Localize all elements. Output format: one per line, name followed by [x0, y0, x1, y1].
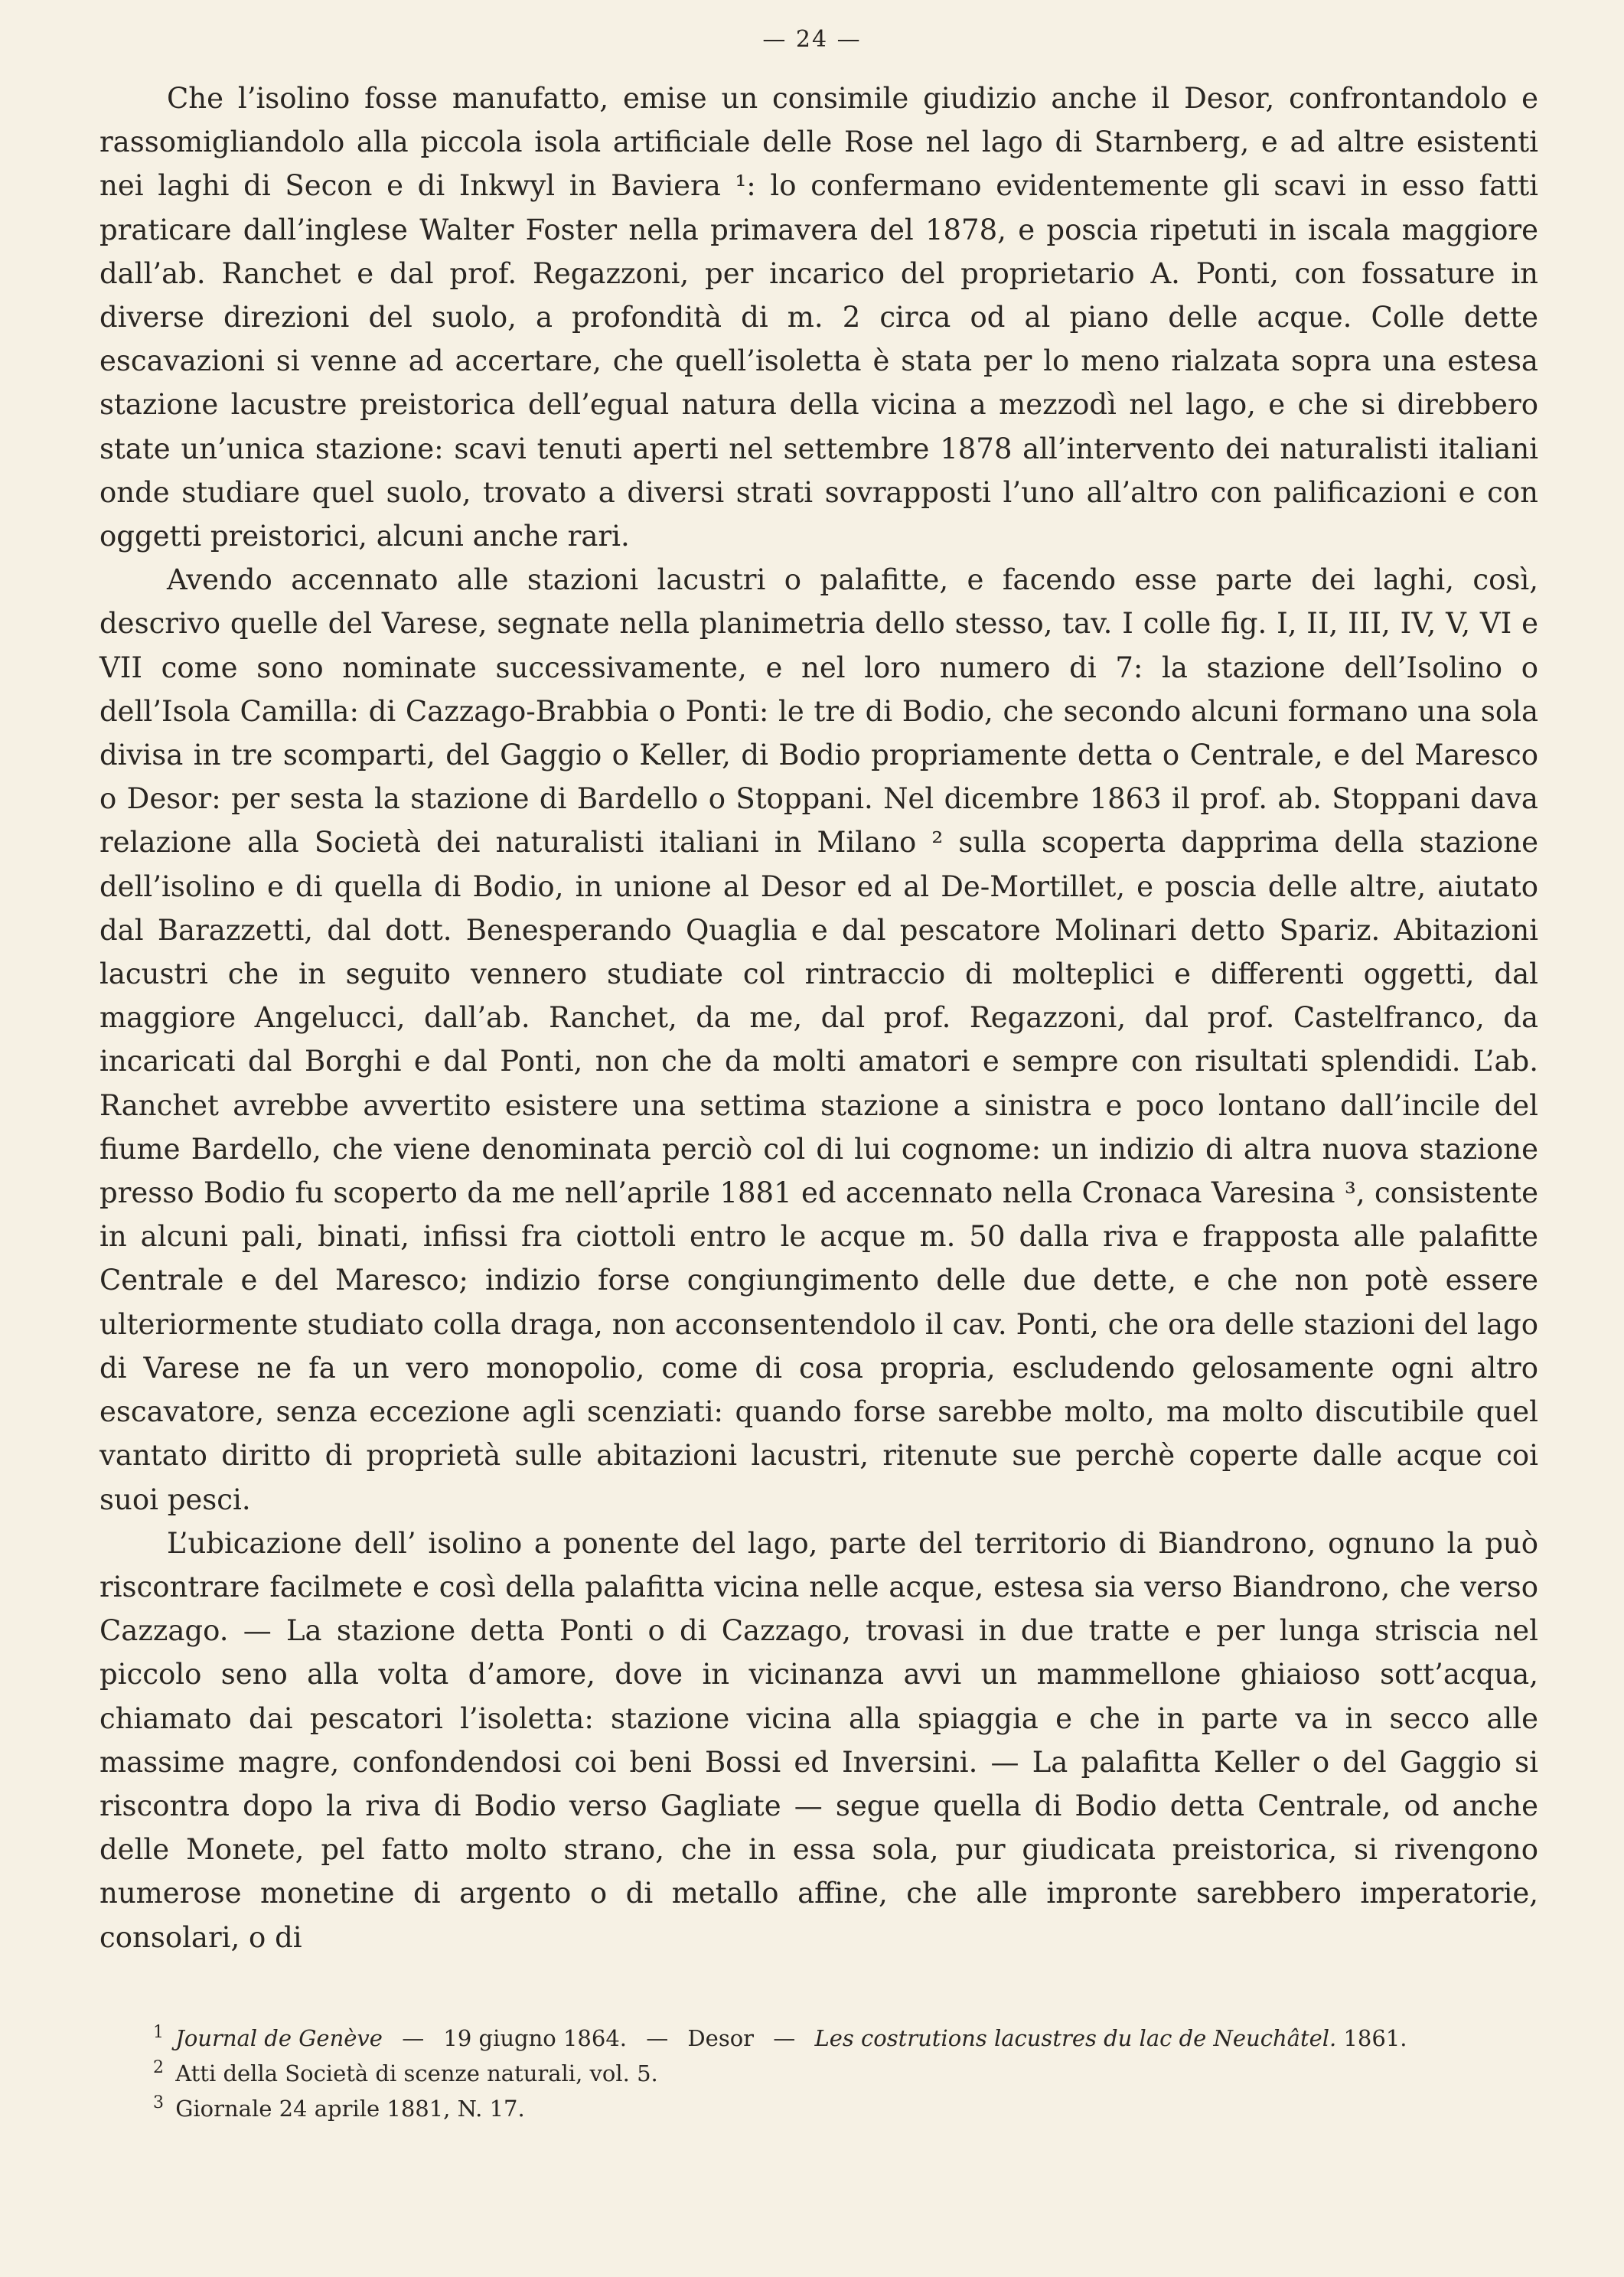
- footnote-1: 1 Journal de Genève — 19 giugno 1864. — Desor — Les costrutions lacustres du lac de Neuchâtel. 1861.: [153, 2023, 1407, 2051]
- page-number: — 24 —: [762, 26, 862, 53]
- footnote-3: 3 Giornale 24 aprile 1881, N. 17.: [153, 2093, 525, 2122]
- footnote-text: Giornale 24 aprile 1881, N. 17.: [175, 2096, 525, 2122]
- footnote-dash: —: [646, 2025, 669, 2051]
- paragraph-ubicazione: L’ubicazione dell’ isolino a ponente del lago, parte del territorio di Biandrono, ognuno la può riscontrare facilmete e così della palafitta vicina nelle acque, estesa sia verso Biandrono, che verso Cazzago. — La stazione detta Ponti o di Cazzago, trovasi in due tratte e per lunga striscia nel piccolo seno alla volta d’amore, dove in vicinanza avvi un mammellone ghiaioso sott’acqua, chiamato dai pescatori l’isoletta: stazione vicina alla spiaggia e che in parte va in secco alle massime magre, confondendosi coi beni Bossi ed Inversini. — La palafitta Keller o del Gaggio si riscontra dopo la riva di Bodio verso Gagliate — segue quella di Bodio detta Centrale, od anche delle Monete, pel fatto molto strano, che in essa sola, pur giudicata preistorica, si rivengono numerose monetine di argento o di metallo affine, che alle impronte sarebbero imperatorie, consolari, o di: [99, 1526, 1538, 1954]
- footnote-work: Les costrutions lacustres du lac de Neuchâtel.: [814, 2025, 1337, 2051]
- footnote-journal: Journal de Genève: [175, 2025, 383, 2051]
- paragraph-isolino: Che l’isolino fosse manufatto, emise un consimile giudizio anche il Desor, confrontandolo e rassomigliandolo alla piccola isola artificiale delle Rose nel lago di Starnberg, e ad altre esistenti nei laghi di Secon e di Inkwyl in Baviera ¹: lo confermano evidentemente gli scavi in esso fatti praticare dall’inglese Walter Foster nella primavera del 1878, e poscia ripetuti in iscala maggiore dall’ab. Ranchet e dal prof. Regazzoni, per incarico del proprietario A. Ponti, con fossature in diverse direzioni del suolo, a profondità di m. 2 circa od al piano delle acque. Colle dette escavazioni si venne ad accertare, che quell’isoletta è stata per lo meno rialzata sopra una estesa stazione lacustre preistorica dell’egual natura della vicina a mezzodì nel lago, e che si direbbero state un’unica stazione: scavi tenuti aperti nel settembre 1878 all’intervento dei naturalisti italiani onde studiare quel suolo, trovato a diversi strati sovrapposti l’uno all’altro con palificazioni e con oggetti preistorici, alcuni anche rari.: [99, 82, 1538, 553]
- body-text: [99, 77, 1538, 1959]
- footnote-dash: —: [402, 2025, 425, 2051]
- footnote-dash: —: [773, 2025, 796, 2051]
- footnote-2: 2 Atti della Società di scenze naturali, vol. 5.: [153, 2058, 658, 2086]
- footnote-author: Desor: [687, 2025, 755, 2051]
- footnote-year: 1861.: [1343, 2025, 1407, 2051]
- footnote-text: Atti della Società di scenze naturali, vol. 5.: [175, 2060, 658, 2086]
- footnotes: [153, 2021, 1531, 2126]
- paragraph-stazioni: Avendo accennato alle stazioni lacustri o palafitte, e facendo esse parte dei laghi, così, descrivo quelle del Varese, segnate nella planimetria dello stesso, tav. I colle fig. I, II, III, IV, V, VI e VII come sono nominate successivamente, e nel loro numero di 7: la stazione dell’Isolino o dell’Isola Camilla: di Cazzago-Brabbia o Ponti: le tre di Bodio, che secondo alcuni formano una sola divisa in tre scomparti, del Gaggio o Keller, di Bodio propriamente detta o Centrale, e del Maresco o Desor: per sesta la stazione di Bardello o Stoppani. Nel dicembre 1863 il prof. ab. Stoppani dava relazione alla Società dei naturalisti italiani in Milano ² sulla scoperta dapprima della stazione dell’isolino e di quella di Bodio, in unione al Desor ed al De-Mortillet, e poscia delle altre, aiutato dal Barazzetti, dal dott. Benesperando Quaglia e dal pescatore Molinari detto Spariz. Abitazioni lacustri che in seguito vennero studiate col rintraccio di molteplici e differenti oggetti, dal maggiore Angelucci, dall’ab. Ranchet, da me, dal prof. Regazzoni, dal prof. Castelfranco, da incaricati dal Borghi e dal Ponti, non che da molti amatori e sempre con risultati splendidi. L’ab. Ranchet avrebbe avvertito esistere una settima stazione a sinistra e poco lontano dall’incile del fiume Bardello, che viene denominata perciò col di lui cognome: un indizio di altra nuova stazione presso Bodio fu scoperto da me nell’aprile 1881 ed accennato nella Cronaca Varesina ³, consistente in alcuni pali, binati, infissi fra ciottoli entro le acque m. 50 dalla riva e frapposta alle palafitte Centrale e del Maresco; indizio forse congiungimento delle due dette, e che non potè essere ulteriormente studiato colla draga, non acconsentendolo il cav. Ponti, che ora delle stazioni del lago di Varese ne fa un vero monopolio, come di cosa propria, escludendo gelosamente ogni altro escavatore, senza eccezione agli scenziati: quando forse sarebbe molto, ma molto discutibile quel vantato diritto di proprietà sulle abitazioni lacustri, ritenute sue perchè coperte dalle acque coi suoi pesci.: [99, 563, 1538, 1516]
- footnote-date: 19 giugno 1864.: [443, 2025, 627, 2051]
